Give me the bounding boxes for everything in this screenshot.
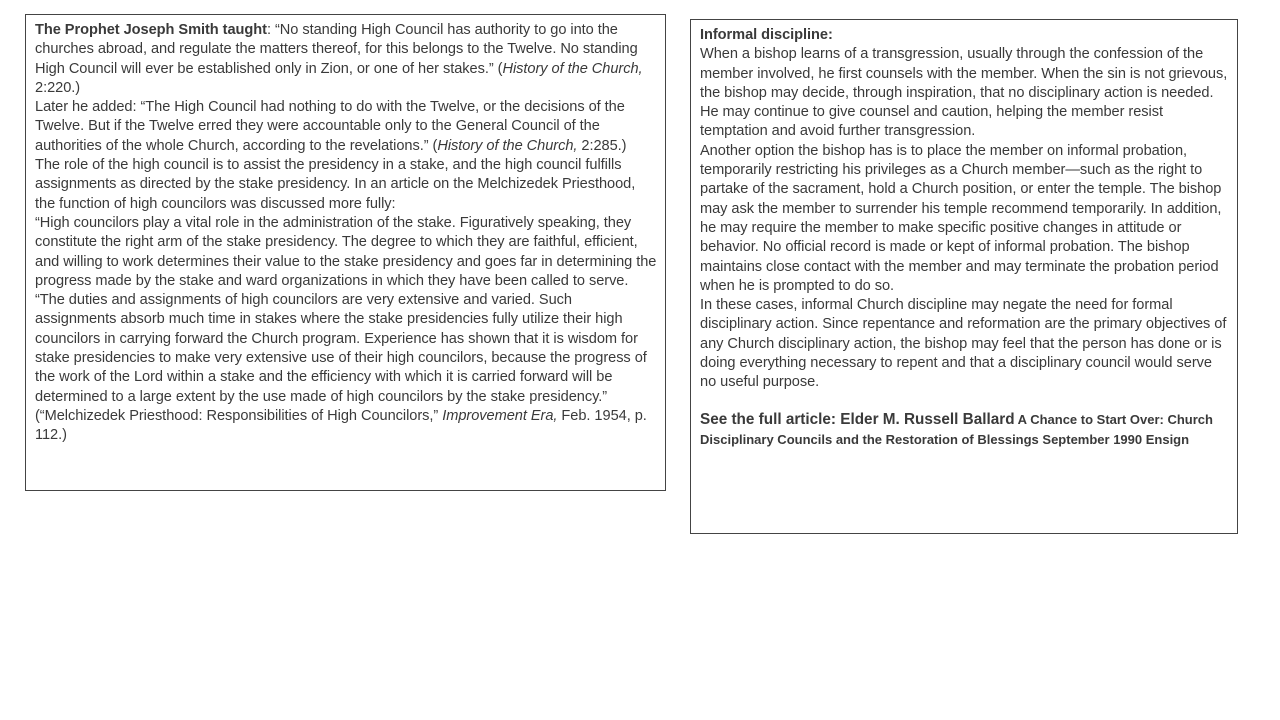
see-full-article-lead: See the full article: Elder M. Russell Ballard	[700, 410, 1015, 428]
duties-assignments-quote	[35, 291, 657, 445]
citation: Feb. 1954, p. 112.)	[35, 407, 647, 444]
see-full-article-line	[700, 410, 1229, 451]
informal-discipline-purpose-paragraph: In these cases, informal Church discipline may negate the need for formal disciplinary action. Since repentance and reformation are the primary objectives of any Church disciplinary action, the bishop may feel that the person has done or is doing everything necessary to repent and that a disciplinary council would serve no useful purpose.	[700, 297, 1227, 391]
quote-text: : “No standing High Council has authority to go into the churches abroad, and regulate the matters thereof, for this belongs to the Twelve. No standing High Council will ever be established only in Zion, or one of her stakes.” (	[35, 22, 638, 77]
joseph-smith-quote	[35, 21, 657, 98]
source-title: Improvement Era,	[442, 407, 558, 424]
spacer	[700, 393, 1229, 410]
source-title: History of the Church,	[437, 137, 578, 154]
quote-text: Later he added: “The High Council had nothing to do with the Twelve, or the decisions of the Twelve. But if the Twelve erred they were accountable only to the General Council of the authorities of the whole Church, according to the revelations.” (	[35, 99, 625, 154]
high-councilors-vital-role-quote: “High councilors play a vital role in the administration of the stake. Figuratively speaking, they constitute the right arm of the stake presidency. The degree to which they are faithful, efficient, and willing to work determines their value to the stake presidency and goes far in determining the progress made by the stake and ward organizations in which they have been called to serve.	[35, 214, 657, 289]
informal-discipline-heading: Informal discipline:	[700, 27, 833, 43]
bishop-counsel-paragraph: When a bishop learns of a transgression, usually through the confession of the member involved, he first counsels with the member. When the sin is not grievous, the bishop may decide, through inspiration, that no disciplinary action is needed. He may continue to give counsel and caution, helping the member resist temptation and avoid further transgression.	[700, 46, 1228, 140]
article-title: A Chance to Start Over: Church Disciplinary Councils and the Restoration of Blessings September 1990 Ensign	[700, 411, 1213, 448]
high-council-role-paragraph: The role of the high council is to assist the presidency in a stake, and the high council fulfills assignments as directed by the stake presidency. In an article on the Melchizedek Priesthood, the function of high councilors was discussed more fully:	[35, 157, 636, 212]
citation: 2:220.)	[35, 79, 81, 96]
source-title: History of the Church,	[502, 60, 643, 77]
informal-probation-paragraph: Another option the bishop has is to place the member on informal probation, temporarily restricting his privileges as a Church member—such as the right to partake of the sacrament, hold a Church position, or enter the temple. The bishop may ask the member to surrender his temple recommend temporarily. In addition, he may require the member to make specific positive changes in attitude or behavior. No official record is made or kept of informal probation. The bishop maintains close contact with the member and may terminate the probation period when he is prompted to do so.	[700, 142, 1222, 294]
right-text-box	[690, 19, 1238, 534]
later-added-quote	[35, 98, 657, 156]
speaker-label: The Prophet Joseph Smith taught	[35, 22, 267, 38]
left-text-box	[25, 14, 666, 491]
quote-text: “The duties and assignments of high councilors are very extensive and varied. Such assignments absorb much time in stakes where the stake presidencies fully utilize their high councilors in carrying forward the Church program. Experience has shown that it is wisdom for stake presidencies to make very extensive use of their high councilors, because the progress of the work of the Lord within a stake and the efficiency with which it is carried forward will be determined to a large extent by the use made of high councilors by the stake presidency.” (“Melchizedek Priesthood: Responsibilities of High Councilors,”	[35, 292, 647, 424]
citation: 2:285.)	[577, 137, 627, 154]
